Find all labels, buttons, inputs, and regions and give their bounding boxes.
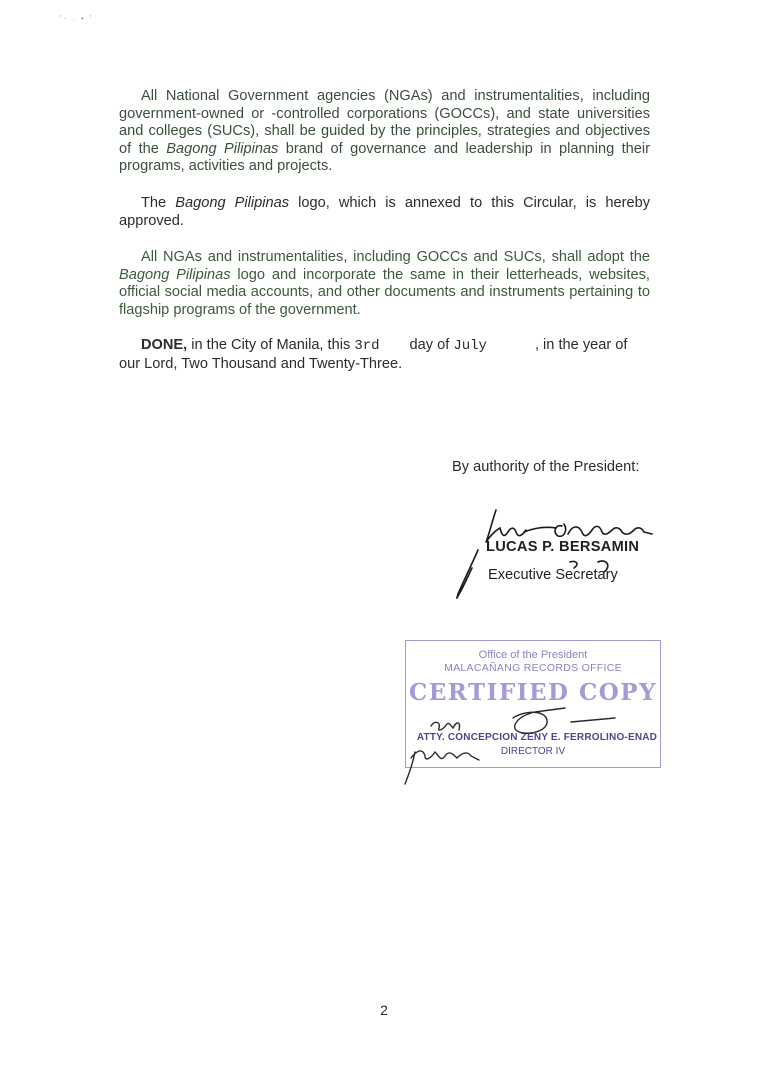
stamp-office: Office of the President xyxy=(478,649,588,661)
paragraph-done xyxy=(119,337,650,373)
signatory-title: Executive Secretary xyxy=(488,567,618,583)
paragraph-text: logo and incorporate the same in their letterheads, websites, official social media accounts, and other documents and instruments pertaining to flagship programs of the government. xyxy=(119,266,650,318)
paragraph-text: in the City of Manila, this xyxy=(187,337,355,353)
stamp-officer-name: ATTY. CONCEPCION ZENY E. FERROLINO-ENAD xyxy=(416,732,658,743)
italic-brand-name: Bagong Pilipinas xyxy=(119,266,231,283)
paragraph-text: The xyxy=(141,195,176,211)
paragraph-text: brand of governance and leadership in planning their programs, activities and projects. xyxy=(119,140,650,175)
stamp-officer-position: DIRECTOR IV xyxy=(500,746,566,757)
signatory-name: LUCAS P. BERSAMIN xyxy=(486,539,640,555)
paragraph-text: , in the year of our Lord, Two Thousand and Twenty-Three. xyxy=(119,337,628,372)
stamp-initials-signature xyxy=(395,700,625,790)
page-number: 2 xyxy=(380,1002,388,1018)
scan-marks: '· . • ' xyxy=(60,14,94,23)
paragraph-text: All National Government agencies (NGAs) and instrumentalities, including government-owned or -controlled corporations (GOCCs), and state universities and colleges (SUCs), shall be guided by the principles, strategies and objectives of the xyxy=(119,88,650,157)
typed-month: July xyxy=(453,338,487,354)
paragraph-logo-adoption xyxy=(119,249,650,319)
paragraph-text: day of xyxy=(409,337,454,353)
paragraph-logo-approval xyxy=(119,195,650,230)
done-label: DONE, xyxy=(141,337,188,353)
paragraph-text: All NGAs and instrumentalities, including GOCCs and SUCs, shall adopt the xyxy=(141,249,650,265)
paragraph-text: logo, which is annexed to this Circular, is hereby approved. xyxy=(119,195,650,229)
paragraph-guidance xyxy=(119,88,650,176)
authority-line: By authority of the President: xyxy=(452,459,640,475)
italic-brand-name: Bagong Pilipinas xyxy=(166,140,279,157)
stamp-records-office: MALACAÑANG RECORDS OFFICE xyxy=(444,662,622,674)
stamp-certified-copy: CERTIFIED COPY xyxy=(408,679,658,706)
italic-brand-name: Bagong Pilipinas xyxy=(175,195,290,211)
typed-day: 3rd xyxy=(354,338,380,354)
